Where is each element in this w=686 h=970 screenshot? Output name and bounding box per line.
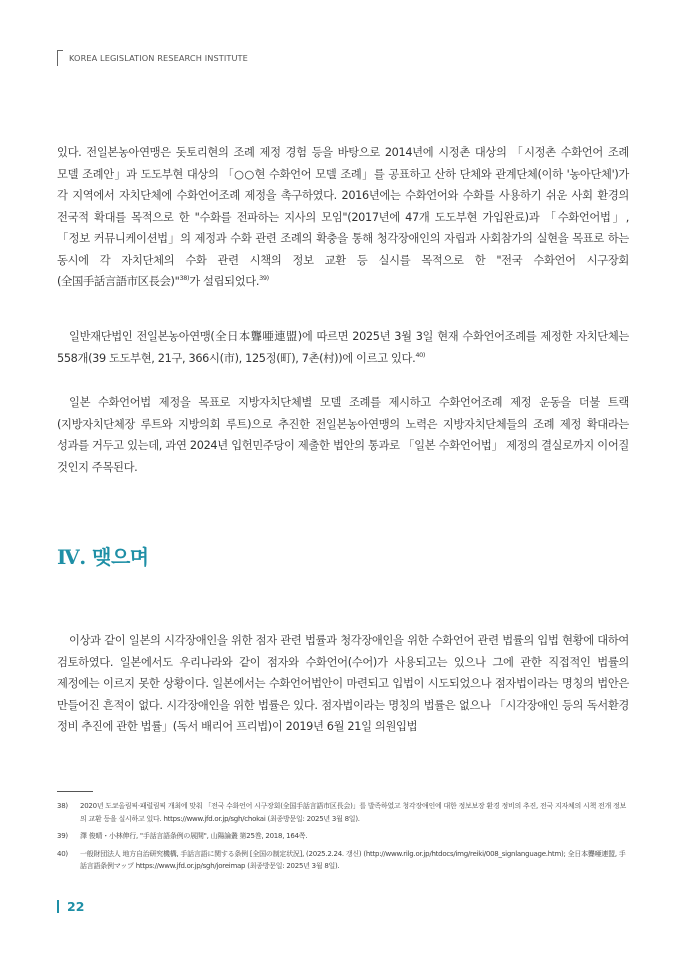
footnote-divider	[57, 791, 93, 792]
section-heading	[57, 541, 149, 570]
paragraph	[57, 142, 629, 293]
conclusion-paragraph	[57, 630, 629, 738]
header-org-name: KOREA LEGISLATION RESEARCH INSTITUTE	[69, 53, 248, 63]
footnote	[57, 830, 631, 843]
footnote-ref: 39)	[259, 274, 269, 283]
header-bracket	[57, 50, 63, 66]
footnote-text: 澤 俊晴・小林伸行, "手話言語条例の展開", 山陽論叢 第25巻, 2018, 164쪽.	[80, 832, 308, 840]
footnote	[57, 800, 631, 825]
footnote-number: 39)	[57, 832, 68, 840]
body-paragraph-2	[57, 326, 629, 369]
body-paragraph-3	[57, 392, 629, 478]
footnotes	[57, 800, 631, 878]
paragraph: 이상과 같이 일본의 시각장애인을 위한 점자 관련 법률과 청각장애인을 위한 수화언어 관련 법률의 입법 현황에 대하여 검토하였다. 일본에서도 우리나라와 같이 점자와 수화언어(수어)가 사용되고는 있으나 그에 관한 직접적인 법률의 제정에는 이르지 못한 상황이다. 일본에서는 수화언어법안이 마련되고 입법이 시도되었으나 점자법이라는 명칭의 법안은 만들어진 흔적이 없다. 시각장애인을 위한 법률은 있다. 점자법이라는 명칭의 법률은 없으나 「시각장애인 등의 독서환경 정비 추진에 관한 법률」(독서 배리어 프리법)이 2019년 6월 21일 의원입법	[57, 634, 629, 733]
footnote-number: 40)	[57, 849, 68, 858]
paragraph: 일본 수화언어법 제정을 목표로 지방자치단체별 모델 조례를 제시하고 수화언어조례 제정 운동을 더불 트랙(지방자치단체장 루트와 지방의회 루트)으로 추진한 전일본농아연맹의 노력은 지방자치단체들의 조례 제정 확대라는 성과를 거두고 있는데, 과연 2024년 입헌민주당이 제출한 법안의 통과로 「일본 수화언어법」 제정의 결실로까지 이어질 것인지 주목된다.	[57, 396, 629, 474]
paragraph	[57, 326, 629, 369]
footnote-ref: 38)	[179, 274, 190, 283]
page-number-value: 22	[67, 899, 85, 914]
footnote-text: 2020년 도쿄올림픽·패럴림픽 개최에 맞춰 「전국 수화언어 시구장회(全国手話言語市区長会)」를 발족하였고 청각장애인에 대한 정보보장 환경 정비의 추진, 전국 지자체의 시책 전개 정보의 교환 등을 실시하고 있다. https://www.jfd.or.jp/sgh/chokai (최종방문일: 2025년 3월 8일).	[80, 802, 627, 823]
page-number-bar	[57, 900, 59, 913]
footnote-number: 38)	[57, 802, 68, 810]
section-number: Ⅳ.	[57, 545, 86, 569]
paragraph-text: 일반재단법인 전일본농아연맹(全日本聾唖連盟)에 따르면 2025년 3월 3일 현재 수화언어조례를 제정한 자치단체는 558개(39 도도부현, 21구, 366시(市), 125정(町), 7촌(村))에 이르고 있다.	[57, 330, 629, 365]
footnote-text: 一般財団法人 地方自治研究機構, 手話言語に関する条例 [全国の制定状況], (2025.2.24. 갱신) (http://www.rilg.or.jp/htdocs/img/reiki/008_signlanguage.htm); 全日本聾唖連盟, 手話言語条例マップ https://www.jfd.or.jp/sgh/joreimap (최종방문일: 2025년 3월 8일).	[80, 849, 626, 870]
section-title: 맺으며	[92, 545, 149, 569]
body-paragraph-1	[57, 142, 629, 293]
paragraph-text: 있다. 전일본농아연맹은 돗토리현의 조례 제정 경험 등을 바탕으로 2014년에 시정촌 대상의 「시정촌 수화언어 조례 모델 조례안」과 도도부현 대상의 「○○현 수화언어 모델 조례」를 공표하고 산하 단체와 관계단체(이하 '농아단체')가 각 지역에서 자치단체에 수화언어조례 제정을 촉구하였다. 2016년에는 수화언어와 수화를 사용하기 쉬운 사회 환경의 전국적 확대를 목적으로 한 "수화를 전파하는 지사의 모임"(2017년에 47개 도도부현 가입완료)과 「수화언어법」, 「정보 커뮤니케이션법」의 제정과 수화 관련 조례의 확충을 통해 청각장애인의 자립과 사회참가의 실현을 목표로 하는 동시에 각 자치단체의 수화 관련 시책의 정보 교환 등 실시를 목적으로 한 "전국 수화언어 시구장회(全国手話言語市区長会)"	[57, 146, 629, 288]
footnote	[57, 848, 631, 873]
footnote-ref: 40)	[415, 350, 426, 359]
paragraph-text: 가 설립되었다.	[189, 275, 260, 288]
running-header	[57, 49, 248, 67]
page-number	[57, 899, 84, 914]
